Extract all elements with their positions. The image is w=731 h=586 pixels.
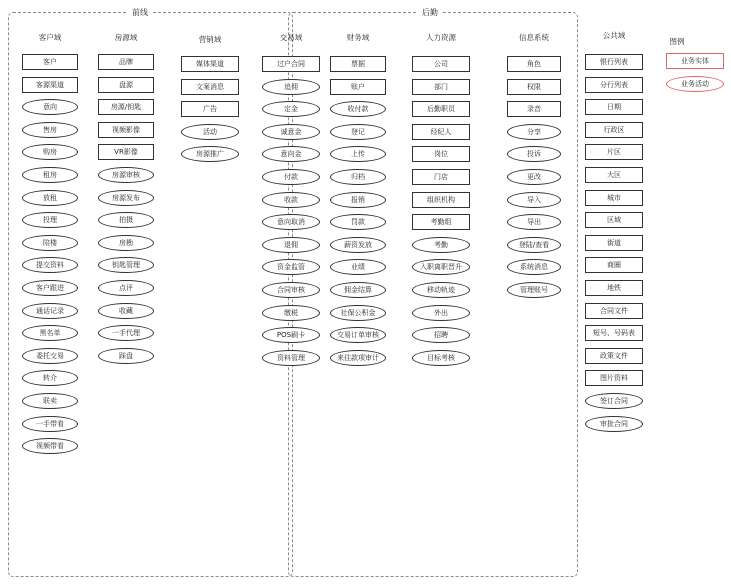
activity-node: 登记	[330, 124, 386, 140]
entity-node: 分行列表	[585, 77, 643, 93]
column-title: 人力资源	[426, 33, 456, 42]
activity-node: 投理	[22, 212, 78, 228]
entity-node: 区域	[585, 212, 643, 228]
activity-node: 租房	[22, 167, 78, 183]
activity-node: 审批合同	[585, 416, 643, 432]
activity-node: 定金	[262, 101, 320, 117]
frontstage-region-title: 前线	[128, 7, 152, 18]
activity-node: 来往款项审计	[330, 350, 386, 366]
activity-node: 招聘	[412, 327, 470, 343]
activity-node: 移动轨迹	[412, 282, 470, 298]
entity-node: 视频影像	[98, 122, 154, 138]
entity-node: 银行列表	[585, 54, 643, 70]
activity-node: 一手代理	[98, 325, 154, 341]
activity-node: 陪楼	[22, 235, 78, 251]
activity-node: 房源发布	[98, 190, 154, 206]
activity-node: 通话记录	[22, 303, 78, 319]
entity-node: 广告	[181, 101, 239, 117]
activity-node: 归档	[330, 169, 386, 185]
entity-node: 公司	[412, 56, 470, 72]
column-title: 房源域	[114, 33, 138, 42]
entity-node: 考勤组	[412, 214, 470, 230]
entity-node: 媒体渠道	[181, 56, 239, 72]
activity-node: 活动	[181, 124, 239, 140]
activity-node: 视频带看	[22, 438, 78, 454]
entity-node: 组织机构	[412, 192, 470, 208]
activity-node: 入职离职晋升	[412, 259, 470, 275]
activity-node: 系统消息	[507, 259, 561, 275]
entity-node: 账户	[330, 79, 386, 95]
activity-node: 房源推广	[181, 146, 239, 162]
activity-node: 投诉	[507, 146, 561, 162]
activity-node: 导出	[507, 214, 561, 230]
activity-node: 提交资料	[22, 257, 78, 273]
activity-node: 转介	[22, 370, 78, 386]
activity-node: 委托交易	[22, 348, 78, 364]
entity-node: 地铁	[585, 280, 643, 296]
activity-node: 交易订单审核	[330, 327, 386, 343]
activity-node: 点评	[98, 280, 154, 296]
entity-node: 行政区	[585, 122, 643, 138]
activity-node: 合同审核	[262, 282, 320, 298]
activity-node: 资料管理	[262, 350, 320, 366]
entity-node: 房源/钥匙	[98, 99, 154, 115]
entity-node: 街道	[585, 235, 643, 251]
activity-node: 退佣	[262, 237, 320, 253]
entity-node: 部门	[412, 79, 470, 95]
activity-node: 薪资发放	[330, 237, 386, 253]
activity-node: 佣金结算	[330, 282, 386, 298]
entity-node: 图片资料	[585, 370, 643, 386]
entity-node: 合同文件	[585, 303, 643, 319]
activity-node: 管理账号	[507, 282, 561, 298]
activity-node: 上传	[330, 146, 386, 162]
entity-node: 日期	[585, 99, 643, 115]
entity-node: 盘源	[98, 77, 154, 93]
entity-node: 品牌	[98, 54, 154, 70]
activity-node: 钥匙管理	[98, 257, 154, 273]
entity-node: 商圈	[585, 257, 643, 273]
activity-node: 外出	[412, 305, 470, 321]
column-title: 信息系统	[519, 33, 549, 42]
activity-node: 资金监管	[262, 259, 320, 275]
entity-node: 后勤职员	[412, 101, 470, 117]
entity-node: 片区	[585, 144, 643, 160]
activity-node: 意向取消	[262, 214, 320, 230]
entity-node: 客源渠道	[22, 77, 78, 93]
entity-node: 短号、号码表	[585, 325, 643, 341]
entity-node: 角色	[507, 56, 561, 72]
entity-node: 客户	[22, 54, 78, 70]
activity-node: 诚意金	[262, 124, 320, 140]
entity-node: 文案消息	[181, 79, 239, 95]
legend-entity: 业务实体	[666, 53, 724, 69]
activity-node: 放租	[22, 190, 78, 206]
entity-node: 权限	[507, 79, 561, 95]
activity-node: 房源审核	[98, 167, 154, 183]
activity-node: 报销	[330, 192, 386, 208]
entity-node: 政策文件	[585, 348, 643, 364]
activity-node: 追佣	[262, 79, 320, 95]
activity-node: 拍摄	[98, 212, 154, 228]
activity-node: 联卖	[22, 393, 78, 409]
activity-node: 收付款	[330, 101, 386, 117]
activity-node: 付款	[262, 169, 320, 185]
activity-node: 分享	[507, 124, 561, 140]
activity-node: 收款	[262, 192, 320, 208]
activity-node: 更改	[507, 169, 561, 185]
activity-node: 购房	[22, 144, 78, 160]
activity-node: 目标考核	[412, 350, 470, 366]
activity-node: 登陆/查看	[507, 237, 561, 253]
backstage-region-title: 后勤	[418, 7, 442, 18]
activity-node: 考勤	[412, 237, 470, 253]
entity-node: 经纪人	[412, 124, 470, 140]
activity-node: 意向金	[262, 146, 320, 162]
activity-node: 收藏	[98, 303, 154, 319]
activity-node: 踩盘	[98, 348, 154, 364]
activity-node: 导入	[507, 192, 561, 208]
activity-node: POS刷卡	[262, 327, 320, 343]
activity-node: 意向	[22, 99, 78, 115]
entity-node: 城市	[585, 190, 643, 206]
column-title: 营销域	[198, 35, 222, 44]
entity-node: 岗位	[412, 146, 470, 162]
activity-node: 签订合同	[585, 393, 643, 409]
activity-node: 黑名单	[22, 325, 78, 341]
column-title: 公共域	[602, 31, 626, 40]
entity-node: VR影像	[98, 144, 154, 160]
activity-node: 房勘	[98, 235, 154, 251]
activity-node: 客户跟进	[22, 280, 78, 296]
entity-node: 过户合同	[262, 56, 320, 72]
activity-node: 售房	[22, 122, 78, 138]
activity-node: 业绩	[330, 259, 386, 275]
activity-node: 缴税	[262, 305, 320, 321]
entity-node: 票据	[330, 56, 386, 72]
column-title: 客户域	[38, 33, 62, 42]
entity-node: 录音	[507, 101, 561, 117]
legend-title: 图例	[669, 37, 685, 46]
column-title: 交易域	[279, 33, 303, 42]
entity-node: 大区	[585, 167, 643, 183]
legend-activity: 业务活动	[666, 76, 724, 92]
activity-node: 一手带看	[22, 416, 78, 432]
activity-node: 罚款	[330, 214, 386, 230]
activity-node: 社保公积金	[330, 305, 386, 321]
entity-node: 门店	[412, 169, 470, 185]
column-title: 财务域	[346, 33, 370, 42]
